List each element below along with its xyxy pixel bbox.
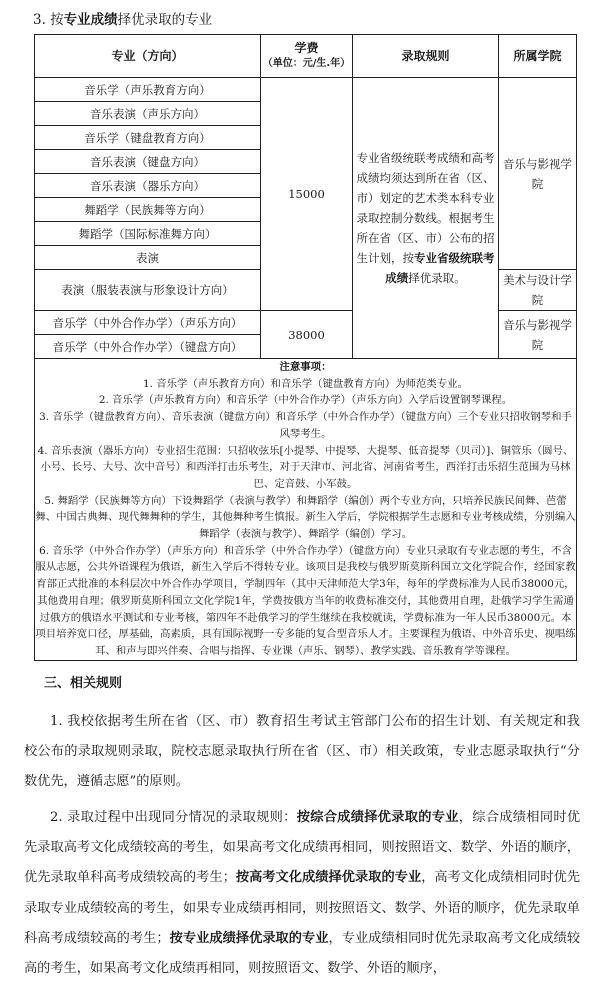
para2-bold-2: 按高考文化成绩择优录取的专业 (235, 870, 422, 886)
major-cell: 音乐学（声乐教育方向） (35, 78, 261, 102)
note-item: 3. 音乐学（键盘教育方向）、音乐表演（键盘方向）和音乐学（中外合作办学）（键盘方向）三个专业只招收钢琴和手风琴考生。 (39, 411, 572, 440)
major-cell: 音乐学（中外合作办学）（键盘方向） (35, 335, 261, 359)
fee-cell-38000: 38000 (261, 311, 353, 359)
rule-paragraph-1: 1. 我校依据考生所在省（区、市）教育招生考试主管部门公布的招生计划、有关规定和我校公布的录取规则录取，院校志愿录取执行所在省（区、市）相关政策，专业志愿录取执行“分数优先，遵循志愿”的原则。 (24, 714, 580, 790)
notes-row (35, 359, 577, 661)
para2-text-4: ，专业成绩相同时优先录取高考文化成绩较高的考生，如果高考文化成绩再相同，则按照语文、数学、外语的顺序， (24, 930, 581, 977)
major-cell: 音乐学（中外合作办学）（声乐方向） (35, 311, 261, 335)
fee-cell-15000: 15000 (261, 78, 353, 311)
para2-text-3: ，高考文化成绩相同时优先录取专业成绩较高的考生，如果专业成绩再相同，则按照语文、数学、外语的顺序，优先录取单科高考成绩较高的考生； (24, 870, 581, 946)
note-item: 2. 音乐学（声乐教育方向）和音乐学（中外合作办学）（声乐方向）入学后设置钢琴课程。 (98, 394, 513, 407)
major-cell: 舞蹈学（国际标准舞方向） (35, 222, 261, 246)
para2-text-1: 2. 录取过程中出现同分情况的录取规则： (50, 810, 297, 825)
table-row (35, 78, 577, 102)
admission-table (34, 34, 577, 661)
para2-text-2: ，综合成绩相同时优先录取高考文化成绩较高的考生，如果高考文化成绩再相同，则按照语文、数学、外语的顺序，优先录取单科高考成绩较高的考生； (24, 810, 581, 886)
rule-paragraph-2 (24, 803, 580, 984)
note-item: 5. 舞蹈学（民族舞等方向）下设舞蹈学（表演与教学）和舞蹈学（编创）两个专业方向，只培养民族民间舞、芭蕾舞、中国古典舞、现代舞舞种的学生，其他舞种考生慎报。新生入学后，学院根据学生志愿和专业考核成绩，分别编入舞蹈学（表演与教学）、舞蹈学（编创）学习。 (35, 494, 576, 541)
header-rule: 录取规则 (353, 35, 499, 78)
header-fee-label: 学费 (294, 41, 319, 55)
section-3-prefix: 3. 按 (33, 12, 64, 28)
rule-text-bold: 专业省级统联考成绩 (385, 251, 495, 285)
section-heading-rules: 三、相关规则 (44, 676, 123, 691)
major-cell: 音乐表演（器乐方向） (35, 174, 261, 198)
major-cell: 舞蹈学（民族舞等方向） (35, 198, 261, 222)
major-cell: 音乐表演（声乐方向） (35, 102, 261, 126)
notes-cell (35, 359, 577, 661)
note-item: 4. 音乐表演（器乐方向）专业招生范围：只招收弦乐[小提琴、中提琴、大提琴、低音提琴（贝司）]、铜管乐（圆号、小号、长号、大号、次中音号）和西洋打击乐考生，对于天津市、河北省、河南省考生，西洋打击乐招生范围为马林巴、定音鼓、小军鼓。 (37, 444, 574, 490)
section-3-suffix: 择优录取的专业 (117, 12, 213, 28)
header-fee-unit: （单位：元/生.年） (262, 58, 351, 69)
header-major: 专业（方向） (35, 35, 261, 78)
major-cell: 表演（服装表演与形象设计方向） (35, 270, 261, 311)
rule-text-2: 择优录取。 (408, 271, 466, 285)
section-3-bold: 专业成绩 (63, 12, 118, 28)
header-fee (261, 35, 353, 78)
college-cell-art: 美术与设计学院 (499, 270, 577, 311)
header-college: 所属学院 (499, 35, 577, 78)
college-cell-music-a: 音乐与影视学院 (499, 78, 577, 270)
college-cell-music-b: 音乐与影视学院 (499, 311, 577, 359)
note-item: 6. 音乐学（中外合作办学）（声乐方向）和音乐学（中外合作办学）（键盘方向）专业只录取有专业志愿的考生，不含服从志愿，公共外语课程为俄语，新生入学后不得转专业。该项目是我校与俄罗斯莫斯科国立文化学院合作，经国家教育部正式批准的本科层次中外合作办学项目，学制四年（其中天津师范大学3年，每年的学费标准为人民币38000元，其他费用自理；俄罗斯莫斯科国立文化学院1年，学费按俄方当年的收费标准交付，其他费用自理，赴俄学习学生需通过俄方的俄语水平测试和专业考核，第四年不赴俄学习的学生继续在我校就读，学费标准为一年人民币38000元。本项目培养宽口径，厚基础，高素质，具有国际视野一专多能的复合型音乐人才。主要课程为俄语、中外音乐史、视唱练耳、和声与即兴伴奏、合唱与指挥、专业课（声乐、钢琴）、教学实践、音乐教育学等课程。 (35, 544, 576, 657)
major-cell: 音乐表演（键盘方向） (35, 150, 261, 174)
major-cell: 音乐学（键盘教育方向） (35, 126, 261, 150)
major-cell: 表演 (35, 246, 261, 270)
notes-title: 注意事项： (279, 361, 332, 373)
note-item: 1. 音乐学（声乐教育方向）和音乐学（键盘教育方向）为师范类专业。 (143, 377, 468, 390)
para2-bold-3: 按专业成绩择优录取的专业 (169, 930, 329, 946)
para2-bold-1: 按综合成绩择优录取的专业 (296, 810, 459, 825)
admission-rule-cell (353, 78, 499, 359)
table-header-row (35, 35, 577, 78)
rule-text-1: 专业省级统联考成绩和高考成绩均须达到所在省（区、市）划定的艺术类本科专业录取控制分数线。根据考生所在省（区、市）公布的招生计划，按 (356, 151, 495, 265)
section-3-title (33, 8, 212, 28)
